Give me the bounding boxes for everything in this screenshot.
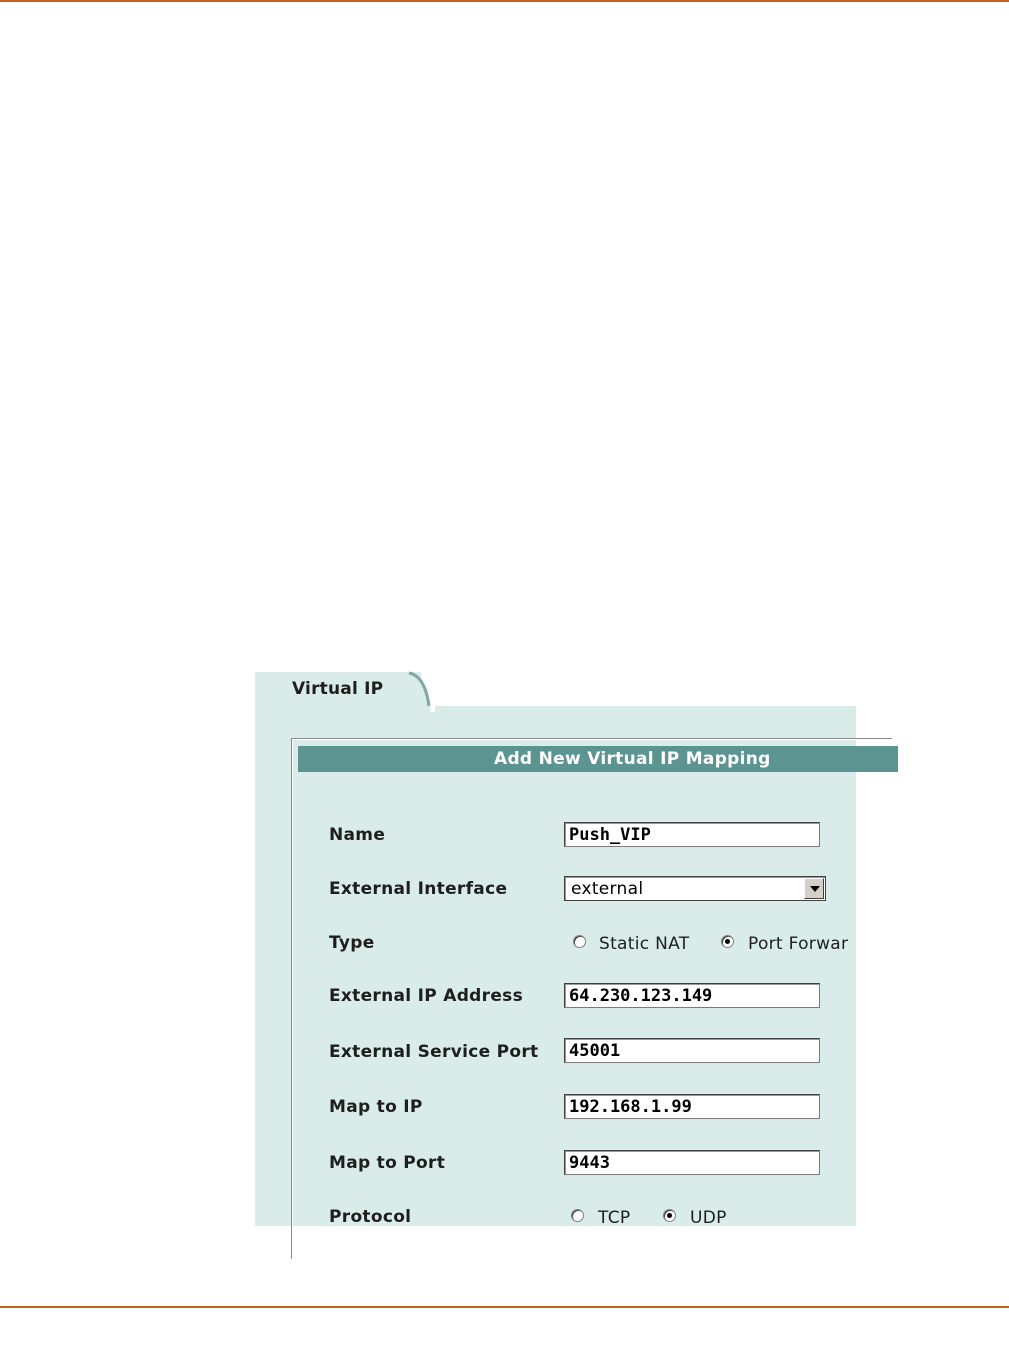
name-label: Name xyxy=(329,825,386,845)
external-interface-label: External Interface xyxy=(329,879,508,899)
tcp-label: TCP xyxy=(598,1208,631,1228)
bottom-rule xyxy=(0,1306,1009,1308)
external-interface-select[interactable] xyxy=(564,876,826,901)
top-rule xyxy=(0,0,1009,2)
form-header xyxy=(298,746,898,772)
map-port-label: Map to Port xyxy=(329,1153,446,1173)
radio-udp[interactable] xyxy=(663,1209,676,1222)
radio-tcp[interactable] xyxy=(571,1209,584,1222)
type-label: Type xyxy=(329,933,375,953)
external-port-input[interactable]: 45001 xyxy=(564,1038,820,1063)
udp-label: UDP xyxy=(690,1208,727,1228)
virtual-ip-panel xyxy=(255,672,856,1228)
external-port-label: External Service Port xyxy=(329,1042,539,1062)
static-nat-label: Static NAT xyxy=(599,934,690,954)
external-ip-label: External IP Address xyxy=(329,986,523,1006)
protocol-label: Protocol xyxy=(329,1207,412,1227)
port-forwarding-label: Port Forwar xyxy=(748,934,849,954)
radio-port-forwarding[interactable] xyxy=(721,935,734,948)
map-ip-input[interactable]: 192.168.1.99 xyxy=(564,1094,820,1119)
radio-static-nat[interactable] xyxy=(573,935,586,948)
map-port-input[interactable]: 9443 xyxy=(564,1150,820,1175)
name-input[interactable]: Push_VIP xyxy=(564,822,820,847)
tab-label: Virtual IP xyxy=(292,679,384,699)
map-ip-label: Map to IP xyxy=(329,1097,423,1117)
external-interface-value: external xyxy=(571,879,644,899)
dropdown-arrow-icon[interactable] xyxy=(804,878,824,899)
form-title: Add New Virtual IP Mapping xyxy=(494,749,771,769)
external-ip-input[interactable]: 64.230.123.149 xyxy=(564,983,820,1008)
tab-curve-icon xyxy=(395,672,435,712)
